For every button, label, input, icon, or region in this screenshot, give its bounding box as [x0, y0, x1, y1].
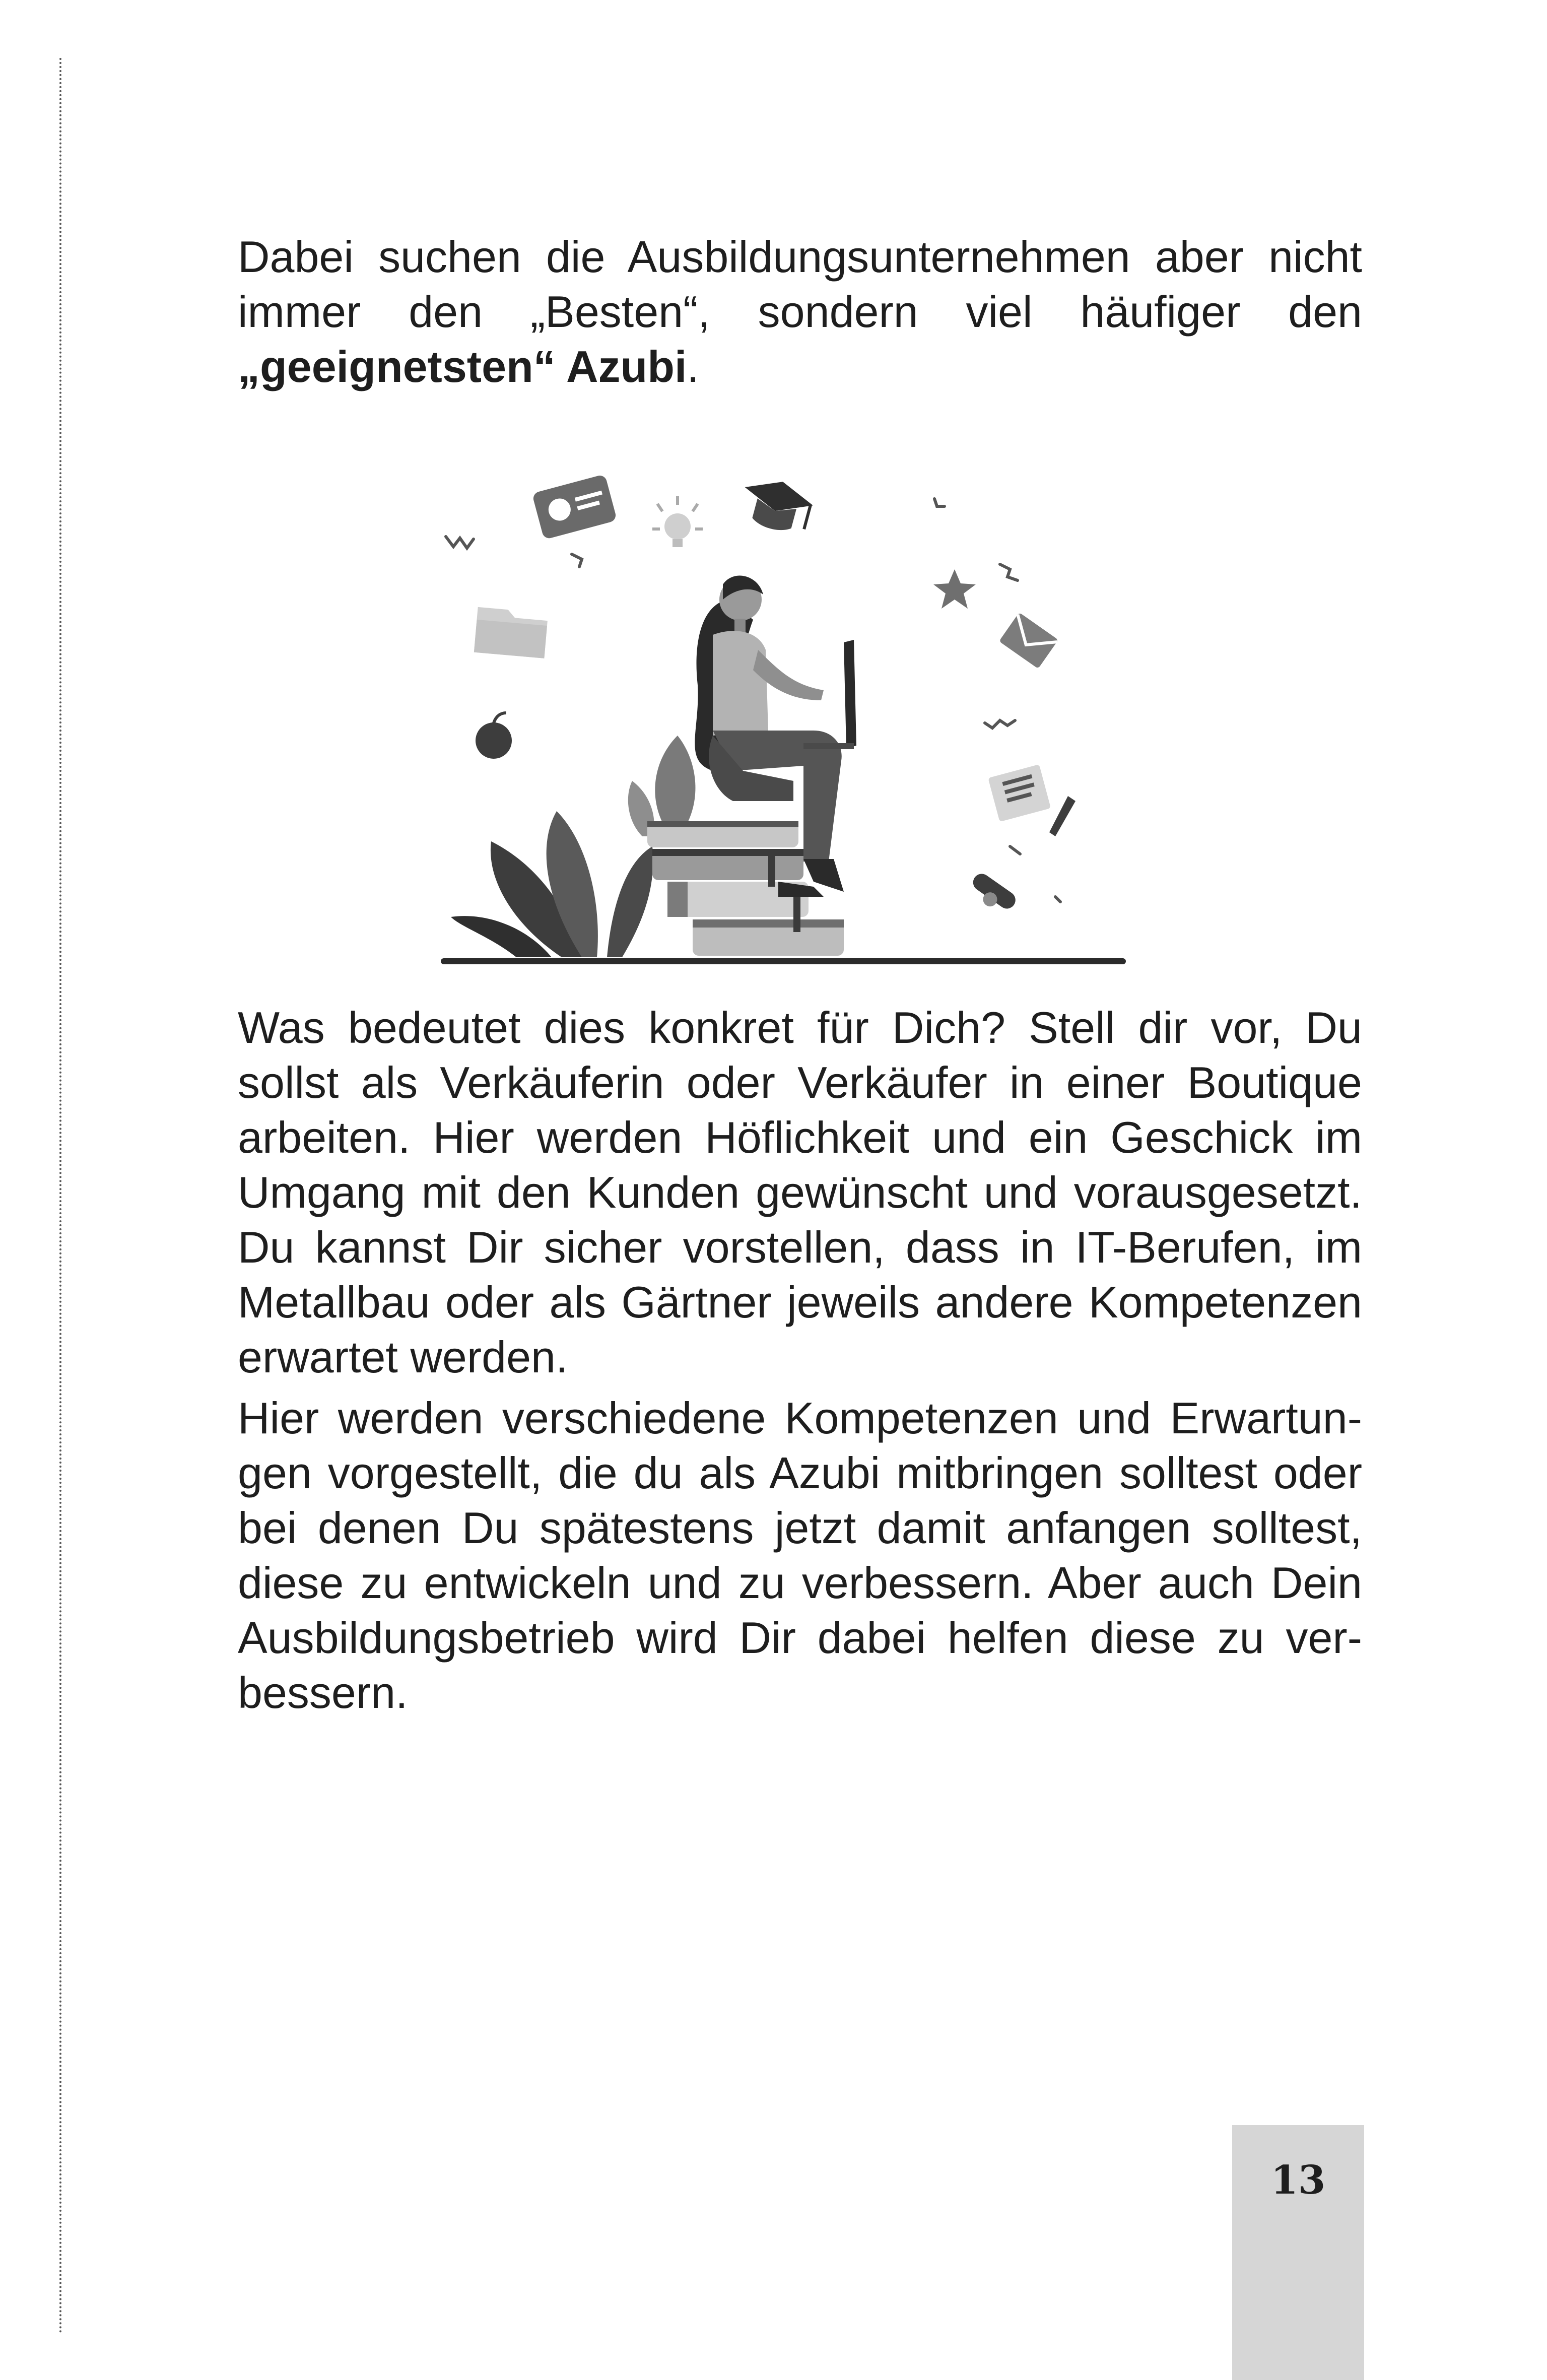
paragraph-intro	[238, 229, 1362, 394]
paragraph-intro-lead: Dabei suchen die Ausbildungsunternehmen aber nicht immer den „Besten“, sondern viel häufiger den	[238, 232, 1362, 337]
graduation-cap-icon	[736, 473, 817, 538]
woman-figure	[695, 576, 844, 897]
paragraph-intro-tail: .	[687, 342, 699, 391]
ground-line	[441, 958, 1126, 964]
id-card-icon	[532, 474, 617, 540]
star-icon	[933, 569, 976, 609]
paragraph-example: Was bedeutet dies konkret für Dich? Stell dir vor, Du sollst als Verkäuferin oder Verkäufer in einer Boutique arbeiten. Hier werden Höflichkeit und ein Geschick im Umgang mit den Kunden gewünscht und vorausgesetzt. Du kannst Dir sicher vorstellen, dass in IT-Berufen, im Metallbau oder als Gärtner jeweils andere Kompetenzen erwartet werden.	[238, 1003, 1362, 1382]
notepad-pencil-icon	[988, 764, 1051, 822]
paragraph-intro-emphasis: „geeignetsten“ Azubi	[238, 342, 687, 391]
page-number-tab	[1232, 2125, 1364, 2380]
lightbulb-icon	[652, 496, 703, 547]
folder-icon	[474, 607, 548, 658]
envelope-icon	[999, 613, 1058, 669]
woman-studying-illustration	[431, 448, 1136, 977]
page-cut-line	[59, 58, 61, 2335]
apple-icon	[476, 713, 512, 759]
page-number: 13	[1270, 2157, 1326, 2203]
diploma-scroll-icon	[966, 871, 1019, 918]
paragraph-competencies: Hier werden verschiedene Kompetenzen und Erwartungen vorgestellt, die du als Azubi mitbringen solltest oder bei denen Du spätestens jetzt damit anfangen solltest, diese zu entwickeln und zu verbessern. Aber auch Dein Ausbildungsbetrieb wird Dir dabei helfen diese zu verbessern.	[238, 1393, 1362, 1717]
pencil-shape	[1049, 796, 1075, 836]
